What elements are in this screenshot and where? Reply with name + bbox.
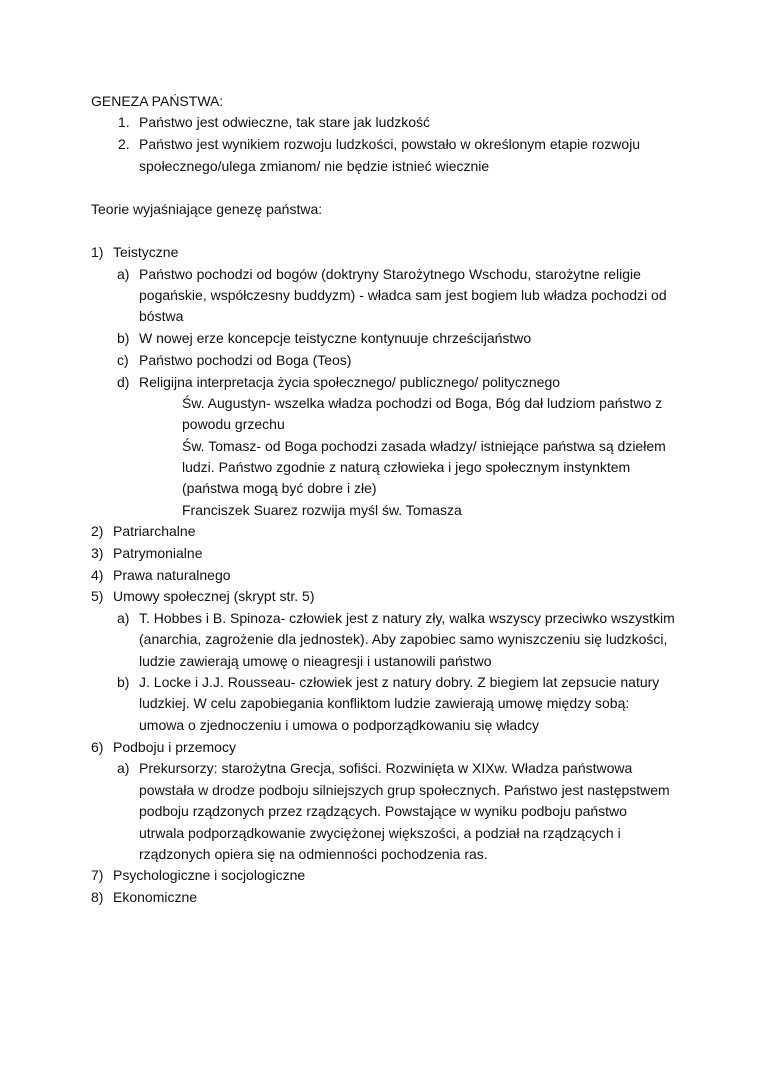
theory-number: 7) [91,867,104,883]
sub-item-text: Państwo pochodzi od Boga (Teos) [139,352,352,368]
theory-number: 4) [91,567,104,583]
sub-item-text: podboju rządzonych przez rządzących. Powstające w wyniku podboju państwo [139,803,627,819]
theory-title: Umowy społecznej (skrypt str. 5) [113,588,315,604]
sub-item-text: powstała w drodze podboju silniejszych grup społecznych. Państwo jest następstwem [139,782,670,798]
theory-title: Patrymonialne [113,545,203,561]
sub-letter: a) [117,266,130,282]
sub-item-text: pogańskie, współczesny buddyzm) - władca sam jest bogiem lub władza pochodzi od [139,287,667,303]
sub-item-text: ludzkiej. W celu zapobiegania konfliktom ludzie zawierają umowę między sobą: [139,695,630,711]
theory-number: 8) [91,889,104,905]
theory-title: Podboju i przemocy [113,739,236,755]
document-heading: GENEZA PAŃSTWA: [91,93,224,109]
sub-letter: d) [117,374,130,390]
sub-item-text: Prekursorzy: starożytna Grecja, sofiści. Rozwinięta w XIXw. Władza państwowa [139,760,633,776]
theory-title: Ekonomiczne [113,889,198,905]
indented-text: Św. Tomasz- od Boga pochodzi zasada władzy/ istniejące państwa są dziełem [182,438,666,454]
list-number: 2. [118,136,130,152]
theory-number: 1) [91,244,104,260]
sub-item-text: (anarchia, zagrożenie dla jednostek). Aby zapobiec samo wyniszczeniu się ludzkości, [139,631,668,647]
theory-number: 3) [91,545,104,561]
theory-title: Prawa naturalnego [113,567,231,583]
theory-number: 6) [91,739,104,755]
sub-item-text: T. Hobbes i B. Spinoza- człowiek jest z natury zły, walka wszyscy przeciwko wszystkim [139,610,675,626]
section-heading: Teorie wyjaśniające genezę państwa: [91,201,323,217]
sub-item-text: umowa o zjednoczeniu i umowa o podporządkowaniu się władcy [139,717,540,733]
sub-letter: c) [117,352,129,368]
list-item-text: Państwo jest wynikiem rozwoju ludzkości, powstało w określonym etapie rozwoju [139,136,641,152]
sub-item-text: Religijna interpretacja życia społecznego/ publicznego/ politycznego [139,374,561,390]
indented-text: (państwa mogą być dobre i złe) [182,480,377,496]
sub-letter: b) [117,330,130,346]
sub-item-text: ludzie zawierają umowę o nieagresji i ustanowili państwo [139,653,492,669]
sub-item-text: bóstwa [139,308,184,324]
list-number: 1. [118,114,130,130]
theory-title: Teistyczne [113,244,179,260]
list-item-text: społecznego/ulega zmianom/ nie będzie istnieć wiecznie [139,158,490,174]
indented-text: Franciszek Suarez rozwija myśl św. Tomasza [182,502,462,518]
theory-title: Patriarchalne [113,523,196,539]
sub-item-text: Państwo pochodzi od bogów (doktryny Starożytnego Wschodu, starożytne religie [139,266,641,282]
theory-title: Psychologiczne i socjologiczne [113,867,306,883]
indented-text: Św. Augustyn- wszelka władza pochodzi od Boga, Bóg dał ludziom państwo z [182,395,663,411]
sub-item-text: W nowej erze koncepcje teistyczne kontynuuje chrześcijaństwo [139,330,532,346]
theory-number: 5) [91,588,104,604]
sub-letter: a) [117,760,130,776]
sub-item-text: rządzonych opiera się na odmienności pochodzenia ras. [139,846,488,862]
list-item-text: Państwo jest odwieczne, tak stare jak ludzkość [139,114,431,130]
sub-letter: b) [117,674,130,690]
indented-text: powodu grzechu [182,416,285,432]
theory-number: 2) [91,523,104,539]
sub-item-text: utrwala podporządkowanie zwyciężonej większości, a podział na rządzących i [139,825,621,841]
sub-item-text: J. Locke i J.J. Rousseau- człowiek jest z natury dobry. Z biegiem lat zepsucie natury [139,674,660,690]
sub-letter: a) [117,610,130,626]
indented-text: ludzi. Państwo zgodnie z naturą człowieka i jego społecznym instynktem [182,459,631,475]
